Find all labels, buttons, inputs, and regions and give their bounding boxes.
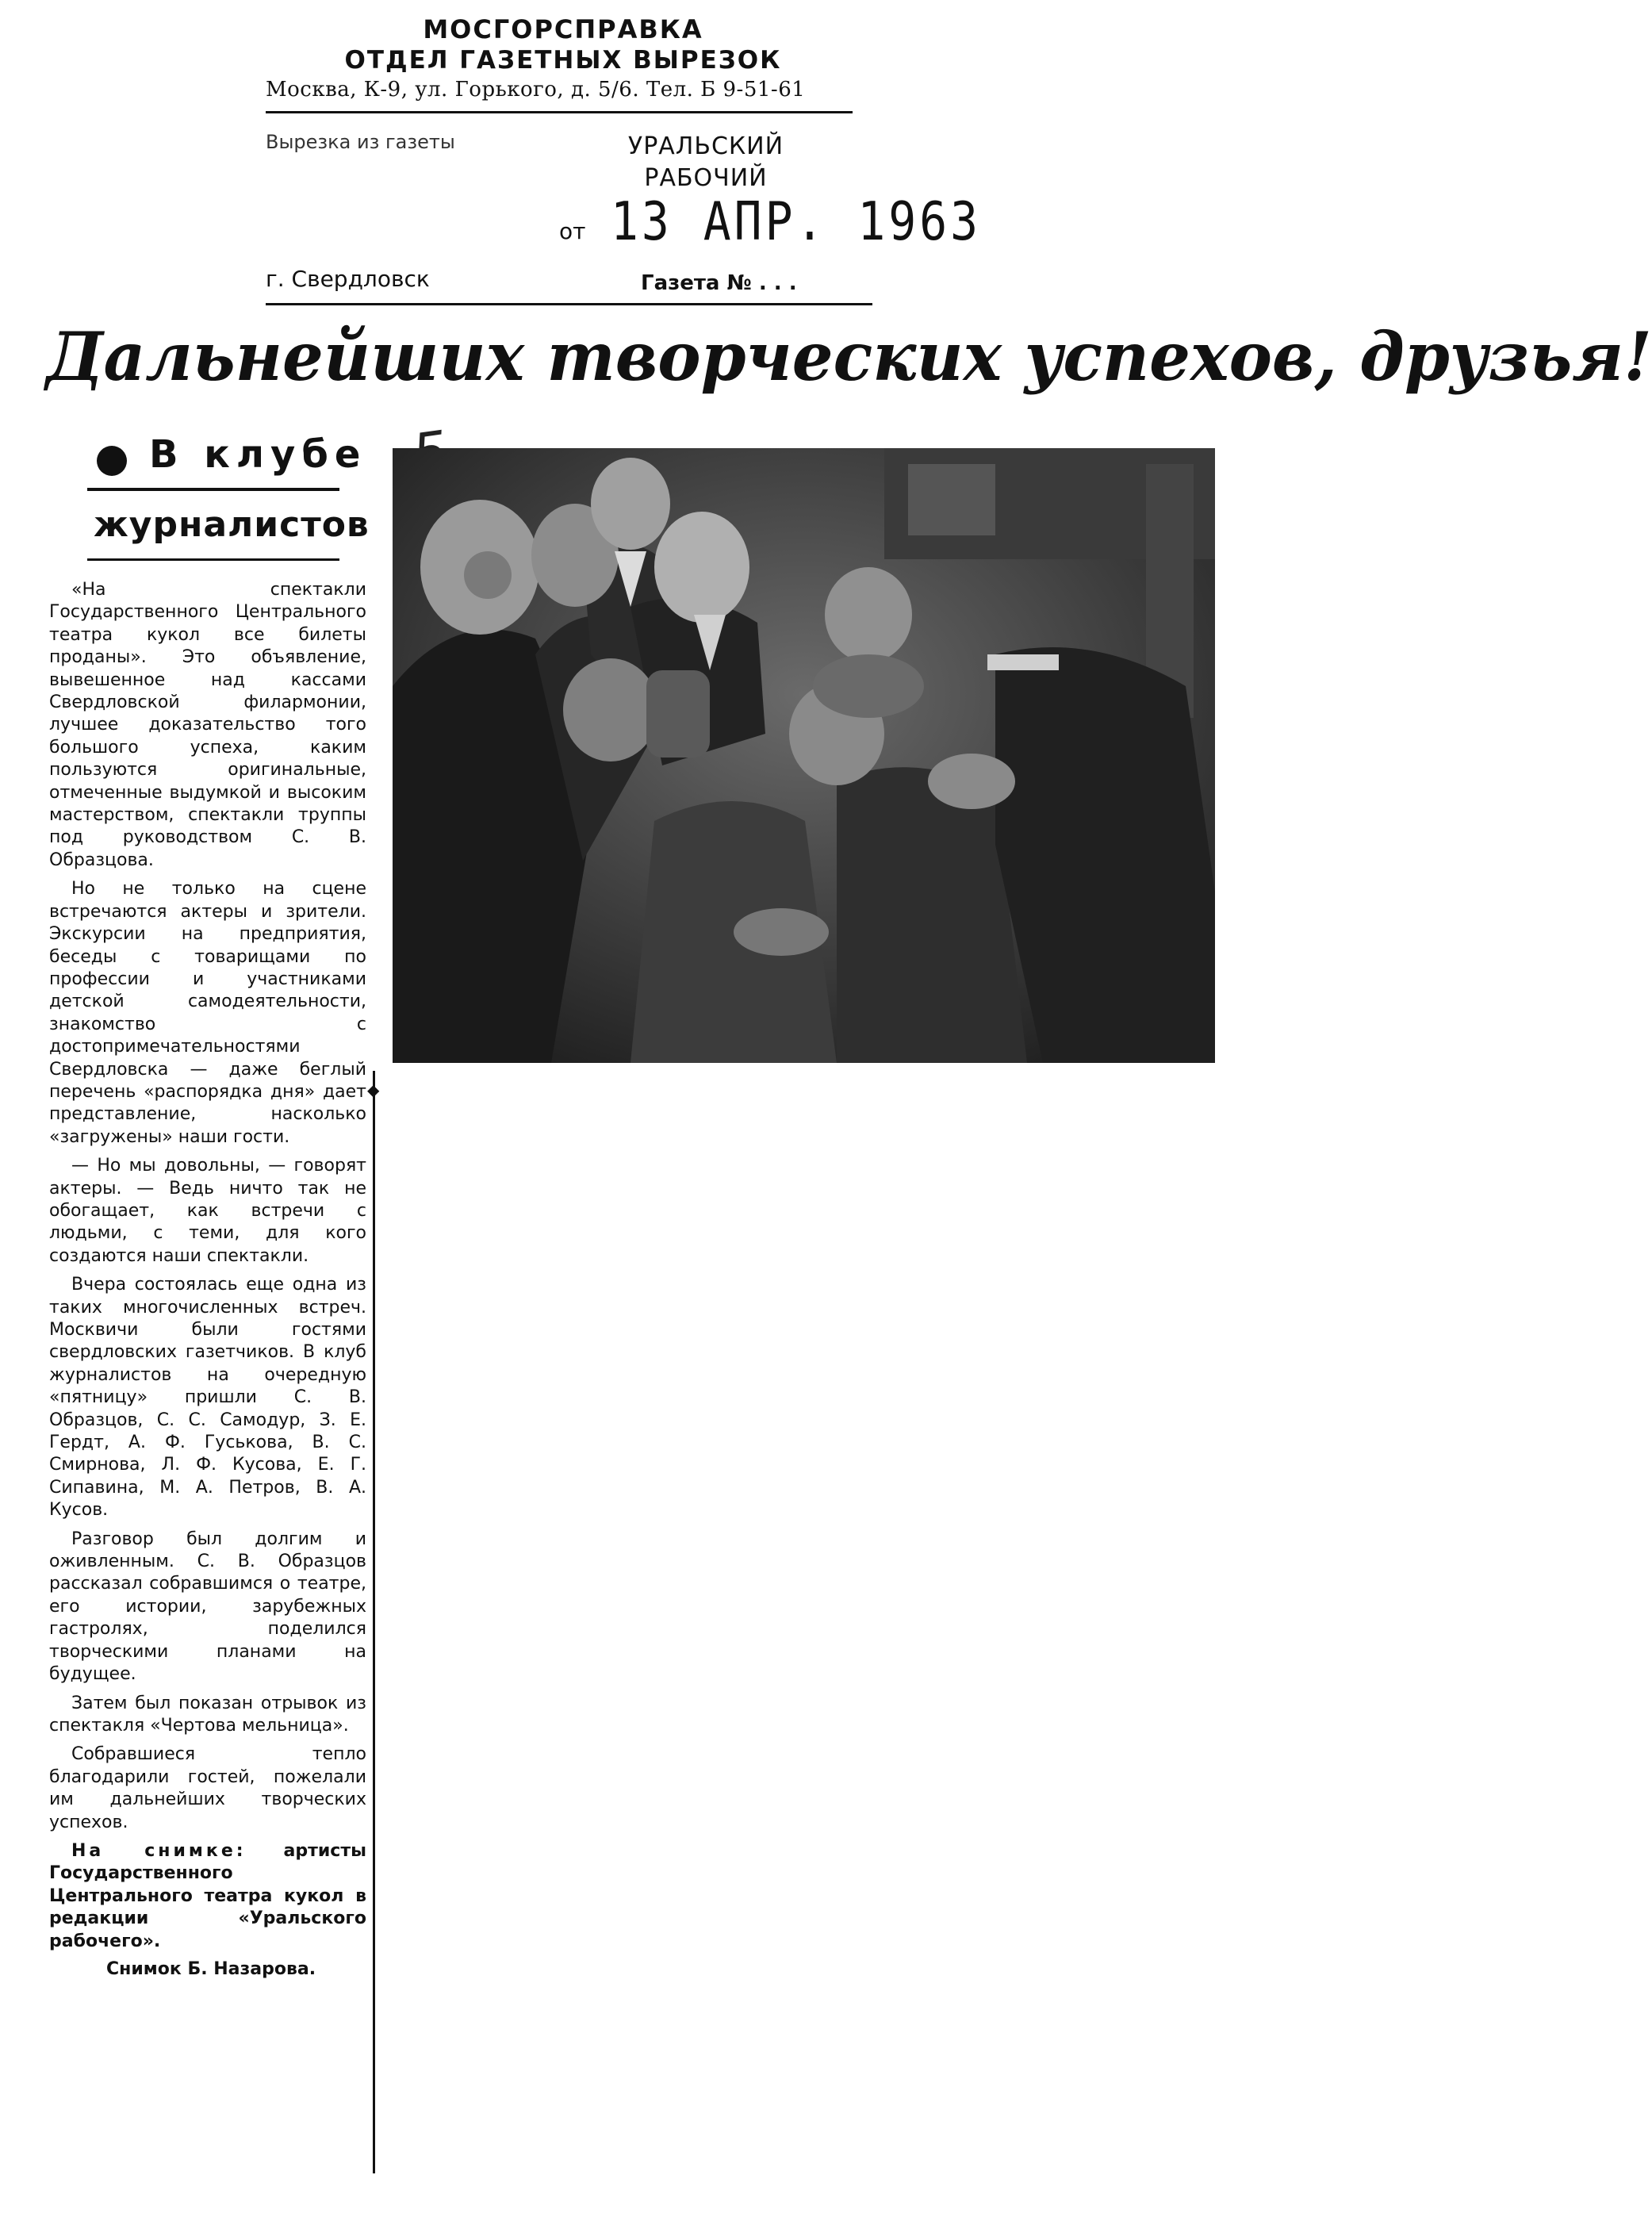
date-label: от xyxy=(559,218,586,244)
stamp-bottom-divider xyxy=(266,303,872,305)
article-paragraph: Вчера состоялась еще одна из таких многочисленных встреч. Москвичи были гостями свердловских газетчиков. В клуб журналистов на очередную «пятницу» пришли С. В. Образцов, С. С. Самодур, З. Е. Гердт, А. Ф. Гуськова, В. С. Смирнова, Л. Ф. Кусова, Е. Г. Сипавина, М. А. Петров, В. А. Кусов. xyxy=(49,1275,366,1521)
rubric-divider xyxy=(87,488,339,491)
column-rule xyxy=(373,1071,375,2173)
article-paragraph: Собравшиеся тепло благодарили гостей, пожелали им дальнейших творческих успехов. xyxy=(49,1744,366,1832)
clip-label: Вырезка из газеты xyxy=(266,131,455,153)
article-paragraph: Затем был показан отрывок из спектакля «Чертова мельница». xyxy=(49,1693,366,1736)
issue-number-label: Газета № . . . xyxy=(641,271,797,295)
article-paragraph: Разговор был долгим и оживленным. С. В. Образцов рассказал собравшимся о театре, его истории, зарубежных гастролях, поделился творческими планами на будущее. xyxy=(49,1529,366,1685)
diamond-icon: ◆ xyxy=(367,1080,380,1099)
article-paragraph: Но не только на сцене встречаются актеры и зрители. Экскурсии на предприятия, беседы с товарищами по профессии и участниками детской самодеятельности, знакомство с достопримечательностями Свердловска — даже беглый перечень «распорядка дня» дает представление, насколько «загружены» наши гости. xyxy=(49,879,366,1147)
rubric-subtitle: журналистов xyxy=(94,504,370,545)
city-label: г. Свердловск xyxy=(266,266,430,292)
article-paragraph: «На спектакли Государственного Центрального театра кукол все билеты проданы». Это объявление, вывешенное над кассами Свердловской филармонии, лучшее доказательство того большого успеха, каким пользуются оригинальные, отмеченные выдумкой и высоким мастерством, спектакли труппы под руководством С. В. Образцова. xyxy=(49,580,366,870)
department-name: ОТДЕЛ ГАЗЕТНЫХ ВЫРЕЗОК xyxy=(344,46,782,75)
article-photo xyxy=(393,448,1215,1063)
newspaper-name: УРАЛЬСКИЙ РАБОЧИЙ xyxy=(627,132,784,192)
article-headline: Дальнейших творческих успехов, друзья! xyxy=(46,317,1652,396)
article-paragraph: — Но мы довольны, — говорят актеры. — Ведь ничто так не обогащает, как встречи с людьми, с теми, для кого создаются наши спектакли. xyxy=(49,1156,366,1266)
caption-text: артисты Государственного Центрального театра кукол в редакции «Уральского рабочего». xyxy=(49,1840,366,1951)
rubric-divider-bottom xyxy=(87,558,339,561)
article-column xyxy=(49,579,366,1979)
stamp-divider xyxy=(266,111,853,113)
rubric-title: В клубе xyxy=(149,432,367,477)
agency-name: МОСГОРСПРАВКА xyxy=(423,14,703,44)
photo-credit: Снимок Б. Назарова. xyxy=(106,1958,316,1979)
photo-illustration xyxy=(393,448,1215,1063)
caption-lead: На снимке: xyxy=(71,1840,247,1861)
bullet-icon xyxy=(97,446,127,476)
date-stamp: 13 АПР. 1963 xyxy=(611,190,982,253)
agency-address: Москва, К-9, ул. Горького, д. 5/6. Тел. Б 9-51-61 xyxy=(266,78,806,102)
photo-caption xyxy=(49,1840,366,1953)
